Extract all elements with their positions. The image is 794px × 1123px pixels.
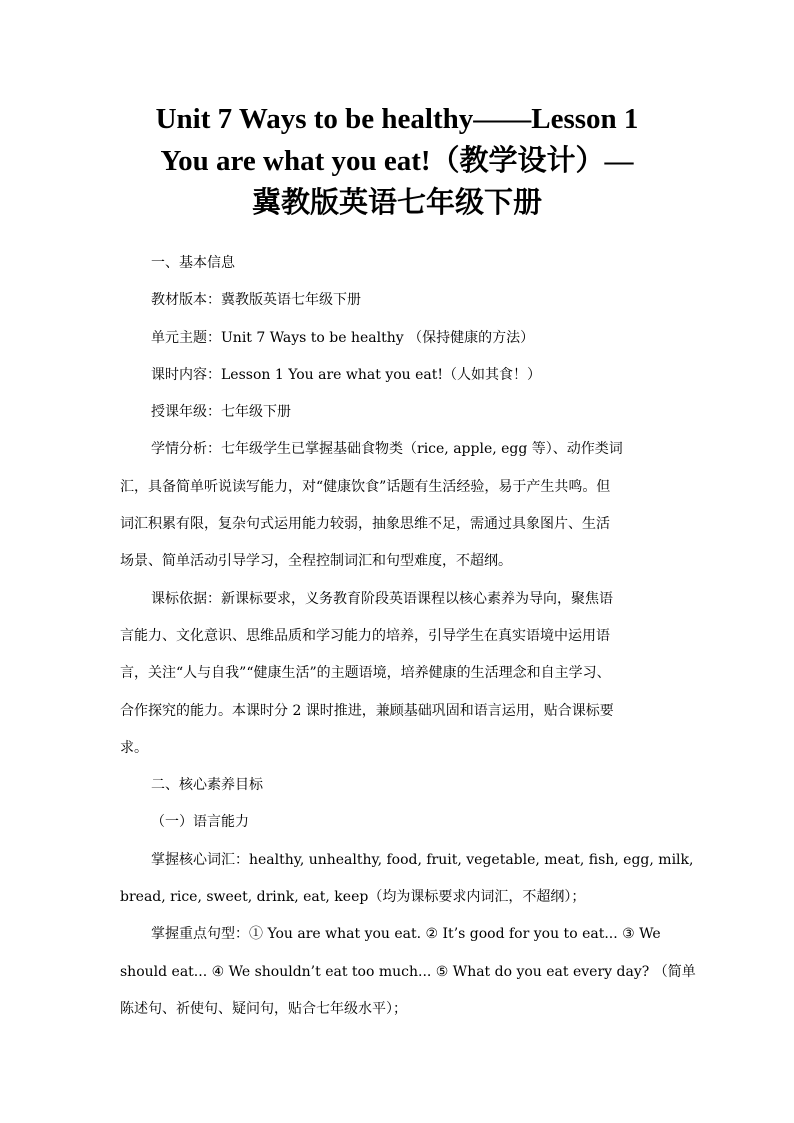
section-heading: 一、基本信息 [151,255,235,271]
title-line: You are what you eat!（教学设计）— [160,145,634,177]
info-lesson-content: 课时内容：Lesson 1 You are what you eat!（人如其食！） [151,366,542,383]
document-body [120,245,696,1028]
curriculum-basis-paragraph: 课标依据：新课标要求，义务教育阶段英语课程以核心素养为导向，聚焦语 言能力、文化意识、思维品质和学习能力的培养，引导学生在真实语境中运用语 言，关注“人与自我”“健康生活”的主题语境，培养健康的生活理念和自主学习、 合作探究的能力。本课时分 2 课时推进，兼顾基础巩固和语言运用，贴合课标要 求。 [120,590,614,756]
core-vocabulary-paragraph: 掌握核心词汇：healthy, unhealthy, food, fruit, vegetable, meat, fish, egg, milk, bread, rice, sweet, drink, eat, keep（均为课标要求内词汇，不超纲）； [120,851,694,906]
title-line: Unit 7 Ways to be healthy——Lesson 1 [155,103,639,135]
info-unit-theme: 单元主题：Unit 7 Ways to be healthy （保持健康的方法） [151,329,535,346]
section-heading: 二、核心素养目标 [151,777,263,794]
subsection-heading: （一）语言能力 [151,814,249,831]
info-grade: 授课年级：七年级下册 [151,404,291,421]
document-title [60,98,734,224]
title-line: 冀教版英语七年级下册 [251,187,542,219]
key-sentences-paragraph: 掌握重点句型：① You are what you eat. ② It’s good for you to eat... ③ We should eat... ④ We shouldn’t eat too much... ⑤ What do you eat every day? （简单 陈述句、祈使句、疑问句，贴合七年级水平）； [120,926,696,1017]
info-textbook: 教材版本：冀教版英语七年级下册 [151,292,361,309]
learner-analysis-paragraph: 学情分析：七年级学生已掌握基础食物类（rice, apple, egg 等）、动作类词 汇，具备简单听说读写能力，对“健康饮食”话题有生活经验，易于产生共鸣。但 词汇积累有限，复杂句式运用能力较弱，抽象思维不足，需通过具象图片、生活 场景、简单活动引导学习，全程控制词汇和句型难度，不超纲。 [120,441,623,570]
